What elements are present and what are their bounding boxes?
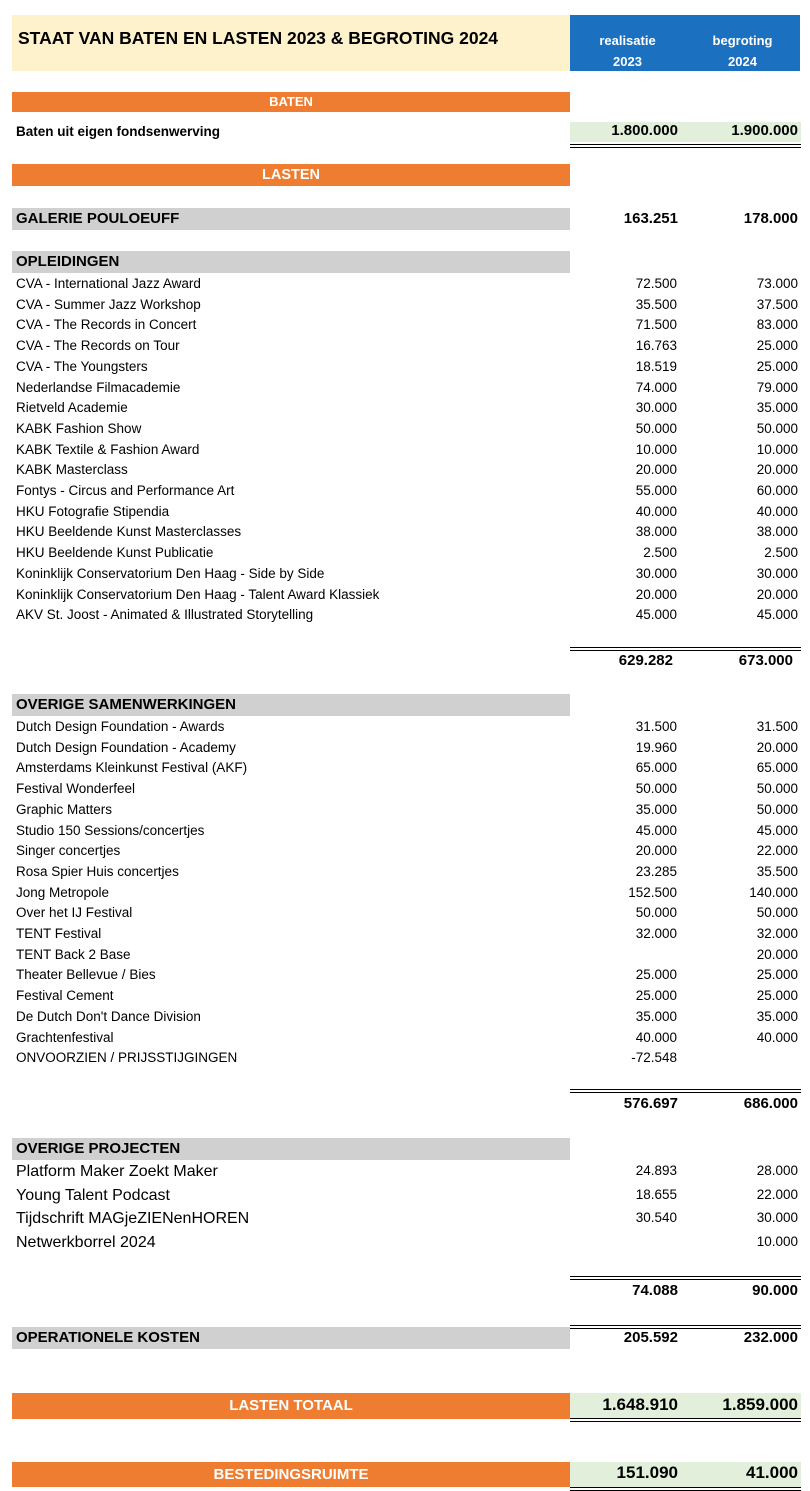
- column-header-2024: [685, 30, 800, 72]
- row-value-2023: 30.000: [635, 565, 677, 581]
- row-value-2024: 25.000: [756, 967, 798, 983]
- row-value-2024: 25.000: [756, 338, 798, 354]
- row-value-2024: 35.000: [756, 1008, 798, 1024]
- row-label: Netwerkborrel 2024: [16, 1233, 156, 1251]
- row-value-2024: 50.000: [756, 801, 798, 817]
- row-value-2024: 32.000: [756, 926, 798, 941]
- row-value-2024: 50.000: [756, 420, 798, 436]
- row-value-2023: 20.000: [635, 843, 677, 859]
- operationele-2024-value: 232.000: [743, 1329, 798, 1346]
- row-value-2023: 31.500: [635, 719, 677, 734]
- row-value-2023: 16.763: [635, 338, 677, 354]
- row-label: Festival Cement: [16, 988, 114, 1004]
- row-value-2024: 40.000: [756, 1029, 798, 1045]
- row-value-2024: 140.000: [749, 884, 798, 900]
- projecten-total-2024: 90.000: [752, 1282, 798, 1299]
- row-value-2023: 10.000: [635, 441, 677, 457]
- table-row: [16, 1009, 800, 1029]
- row-value-2023: 32.000: [635, 926, 677, 941]
- galerie-2024-value: 178.000: [743, 210, 798, 227]
- row-value-2024: 20.000: [756, 462, 798, 478]
- lasten-totaal-2024: 1.859.000: [722, 1395, 798, 1414]
- row-value-2024: 73.000: [756, 276, 798, 291]
- table-row: [16, 380, 800, 400]
- row-label: TENT Back 2 Base: [16, 946, 131, 962]
- table-row: [16, 545, 800, 565]
- lasten-totaal-label: LASTEN TOTAAL: [12, 1393, 570, 1419]
- table-row: [16, 905, 800, 925]
- table-row: [16, 719, 800, 739]
- row-value-2024: 10.000: [756, 441, 798, 457]
- row-label: Amsterdams Kleinkunst Festival (AKF): [16, 760, 248, 776]
- row-label: Studio 150 Sessions/concertjes: [16, 822, 205, 838]
- row-value-2023: -72.548: [631, 1050, 677, 1066]
- row-value-2024: 28.000: [756, 1163, 798, 1178]
- row-value-2023: 152.500: [628, 884, 677, 900]
- row-value-2023: 2.500: [643, 545, 677, 561]
- row-value-2023: 30.540: [635, 1210, 677, 1225]
- table-row: [16, 967, 800, 987]
- row-value-2023: 40.000: [635, 1029, 677, 1045]
- row-value-2024: 20.000: [756, 946, 798, 962]
- row-value-2023: 50.000: [635, 420, 677, 436]
- samenwerkingen-total-2024: 686.000: [743, 1095, 798, 1112]
- table-row: [16, 338, 800, 358]
- row-value-2024: 25.000: [756, 988, 798, 1004]
- row-value-2024: 79.000: [756, 379, 798, 395]
- table-row: [16, 760, 800, 780]
- row-value-2023: 40.000: [635, 503, 677, 519]
- row-value-2023: 35.000: [635, 801, 677, 817]
- lasten-totaal-rule: [570, 1418, 801, 1422]
- row-value-2024: 45.000: [756, 607, 798, 623]
- table-row: [16, 885, 800, 905]
- table-row: [16, 442, 800, 462]
- opleidingen-total-2023: 629.282: [618, 652, 673, 669]
- row-value-2023: 72.500: [635, 276, 677, 291]
- table-row: [16, 864, 800, 884]
- row-label: Dutch Design Foundation - Academy: [16, 739, 236, 755]
- table-row: [16, 1163, 800, 1183]
- row-value-2023: 24.893: [635, 1163, 677, 1178]
- row-value-2024: 65.000: [756, 760, 798, 776]
- baten-header: BATEN: [12, 92, 570, 112]
- row-label: CVA - The Youngsters: [16, 358, 148, 374]
- row-value-2024: 35.000: [756, 400, 798, 416]
- row-label: KABK Textile & Fashion Award: [16, 441, 200, 457]
- row-value-2023: 65.000: [635, 760, 677, 776]
- row-value-2024: 22.000: [756, 843, 798, 859]
- row-value-2023: 25.000: [635, 988, 677, 1004]
- row-label: CVA - International Jazz Award: [16, 276, 201, 291]
- row-value-2024: 83.000: [756, 317, 798, 333]
- row-label: Rietveld Academie: [16, 400, 128, 416]
- table-row: [16, 317, 800, 337]
- row-label: CVA - The Records on Tour: [16, 338, 180, 354]
- table-row: [16, 483, 800, 503]
- row-label: CVA - Summer Jazz Workshop: [16, 296, 201, 312]
- row-value-2023: 19.960: [635, 739, 677, 755]
- baten-2024-value: 1.900.000: [731, 122, 798, 139]
- table-row: [16, 781, 800, 801]
- row-label: Dutch Design Foundation - Awards: [16, 719, 225, 734]
- lasten-totaal-2023: 1.648.910: [602, 1395, 678, 1414]
- table-row: [16, 462, 800, 482]
- column-header-2023-line1: realisatie: [599, 33, 656, 48]
- row-value-2023: 23.285: [635, 863, 677, 879]
- row-value-2024: 30.000: [756, 1210, 798, 1225]
- table-row: [16, 1210, 800, 1230]
- row-label: HKU Fotografie Stipendia: [16, 503, 170, 519]
- row-label: KABK Fashion Show: [16, 420, 142, 436]
- baten-double-rule: [570, 144, 801, 148]
- table-row: [16, 802, 800, 822]
- row-value-2023: 50.000: [635, 781, 677, 797]
- bestedingsruimte-2023: 151.090: [616, 1463, 678, 1482]
- row-label: Jong Metropole: [16, 884, 110, 900]
- row-value-2024: 31.500: [756, 719, 798, 734]
- row-value-2023: 35.500: [635, 296, 677, 312]
- row-value-2023: 30.000: [635, 400, 677, 416]
- row-value-2023: 20.000: [635, 462, 677, 478]
- projecten-total-rule: [570, 1276, 801, 1280]
- table-row: [16, 1050, 800, 1070]
- bestedingsruimte-rule: [570, 1487, 801, 1491]
- row-label: Nederlandse Filmacademie: [16, 379, 181, 395]
- bestedingsruimte-label: BESTEDINGSRUIMTE: [12, 1462, 570, 1487]
- row-label: Koninklijk Conservatorium Den Haag - Talent Award Klassiek: [16, 586, 380, 602]
- row-label: KABK Masterclass: [16, 462, 128, 478]
- row-value-2024: 35.500: [756, 863, 798, 879]
- row-label: Young Talent Podcast: [16, 1186, 170, 1204]
- row-value-2024: 2.500: [764, 545, 798, 561]
- opleidingen-header: OPLEIDINGEN: [16, 253, 120, 270]
- table-row: [16, 988, 800, 1008]
- projecten-header: OVERIGE PROJECTEN: [16, 1140, 181, 1157]
- table-row: [16, 504, 800, 524]
- table-row: [16, 926, 800, 946]
- row-label: CVA - The Records in Concert: [16, 317, 197, 333]
- table-row: [16, 566, 800, 586]
- row-label: ONVOORZIEN / PRIJSSTIJGINGEN: [16, 1050, 238, 1066]
- table-row: [16, 607, 800, 627]
- row-value-2024: 50.000: [756, 905, 798, 921]
- row-value-2024: 20.000: [756, 739, 798, 755]
- row-label: HKU Beeldende Kunst Publicatie: [16, 545, 214, 561]
- row-value-2024: 45.000: [756, 822, 798, 838]
- row-label: Graphic Matters: [16, 801, 113, 817]
- row-label: Festival Wonderfeel: [16, 781, 136, 797]
- row-label: Koninklijk Conservatorium Den Haag - Side by Side: [16, 565, 325, 581]
- table-row: [16, 297, 800, 317]
- row-value-2024: 50.000: [756, 781, 798, 797]
- row-value-2024: 22.000: [756, 1186, 798, 1202]
- row-value-2023: 18.655: [635, 1186, 677, 1202]
- table-row: [16, 359, 800, 379]
- table-row: [16, 421, 800, 441]
- row-label: TENT Festival: [16, 926, 102, 941]
- row-value-2023: 38.000: [635, 524, 677, 540]
- row-value-2024: 20.000: [756, 586, 798, 602]
- table-row: [16, 587, 800, 607]
- row-value-2023: 45.000: [635, 822, 677, 838]
- operationele-2023-value: 205.592: [623, 1329, 678, 1346]
- row-value-2023: 50.000: [635, 905, 677, 921]
- opleidingen-total-2024: 673.000: [738, 652, 793, 669]
- row-label: Theater Bellevue / Bies: [16, 967, 156, 983]
- row-value-2023: 55.000: [635, 483, 677, 498]
- row-value-2023: 71.500: [635, 317, 677, 333]
- row-value-2024: 37.500: [756, 296, 798, 312]
- column-header-2024-line2: 2024: [728, 54, 757, 69]
- row-label: HKU Beeldende Kunst Masterclasses: [16, 524, 242, 540]
- page-title: STAAT VAN BATEN EN LASTEN 2023 & BEGROTING 2024: [18, 28, 499, 48]
- row-label: Rosa Spier Huis concertjes: [16, 863, 179, 879]
- column-header-2023-line2: 2023: [613, 54, 642, 69]
- samenwerkingen-total-rule: [570, 1089, 801, 1093]
- table-row: [16, 524, 800, 544]
- row-value-2024: 10.000: [756, 1233, 798, 1249]
- table-row: [16, 1234, 800, 1254]
- projecten-total-2023: 74.088: [632, 1282, 678, 1299]
- row-value-2024: 40.000: [756, 503, 798, 519]
- bestedingsruimte-2024: 41.000: [746, 1463, 798, 1482]
- row-value-2023: 35.000: [635, 1008, 677, 1024]
- row-value-2023: 74.000: [635, 379, 677, 395]
- row-label: Singer concertjes: [16, 843, 121, 859]
- table-row: [16, 1030, 800, 1050]
- baten-2023-value: 1.800.000: [611, 122, 678, 139]
- row-label: Fontys - Circus and Performance Art: [16, 483, 235, 498]
- row-label: Platform Maker Zoekt Maker: [16, 1163, 218, 1180]
- samenwerkingen-total-2023: 576.697: [623, 1095, 678, 1112]
- row-label: Tijdschrift MAGjeZIENenHOREN: [16, 1210, 250, 1227]
- row-value-2024: 60.000: [756, 483, 798, 498]
- table-row: [16, 276, 800, 296]
- operationele-label: OPERATIONELE KOSTEN: [16, 1329, 200, 1346]
- row-value-2024: 25.000: [756, 358, 798, 374]
- row-label: De Dutch Don't Dance Division: [16, 1008, 201, 1024]
- table-row: [16, 1187, 800, 1207]
- baten-row-label: Baten uit eigen fondsenwerving: [16, 124, 221, 139]
- row-label: Grachtenfestival: [16, 1029, 114, 1045]
- row-value-2023: 20.000: [635, 586, 677, 602]
- row-value-2023: 45.000: [635, 607, 677, 623]
- table-row: [16, 823, 800, 843]
- table-row: [16, 400, 800, 420]
- samenwerkingen-header: OVERIGE SAMENWERKINGEN: [16, 696, 237, 713]
- galerie-2023-value: 163.251: [623, 210, 678, 227]
- column-header-2023: [570, 30, 685, 72]
- table-row: [16, 843, 800, 863]
- lasten-header: LASTEN: [12, 164, 570, 186]
- row-label: AKV St. Joost - Animated & Illustrated Storytelling: [16, 607, 314, 623]
- row-value-2023: 25.000: [635, 967, 677, 983]
- table-row: [16, 947, 800, 967]
- column-header-2024-line1: begroting: [712, 33, 773, 48]
- row-value-2023: 18.519: [635, 358, 677, 374]
- row-value-2024: 30.000: [756, 565, 798, 581]
- table-row: [16, 740, 800, 760]
- opleidingen-total-rule: [570, 647, 801, 651]
- row-value-2024: 38.000: [756, 524, 798, 540]
- galerie-label: GALERIE POULOEUFF: [16, 210, 180, 227]
- row-label: Over het IJ Festival: [16, 905, 133, 921]
